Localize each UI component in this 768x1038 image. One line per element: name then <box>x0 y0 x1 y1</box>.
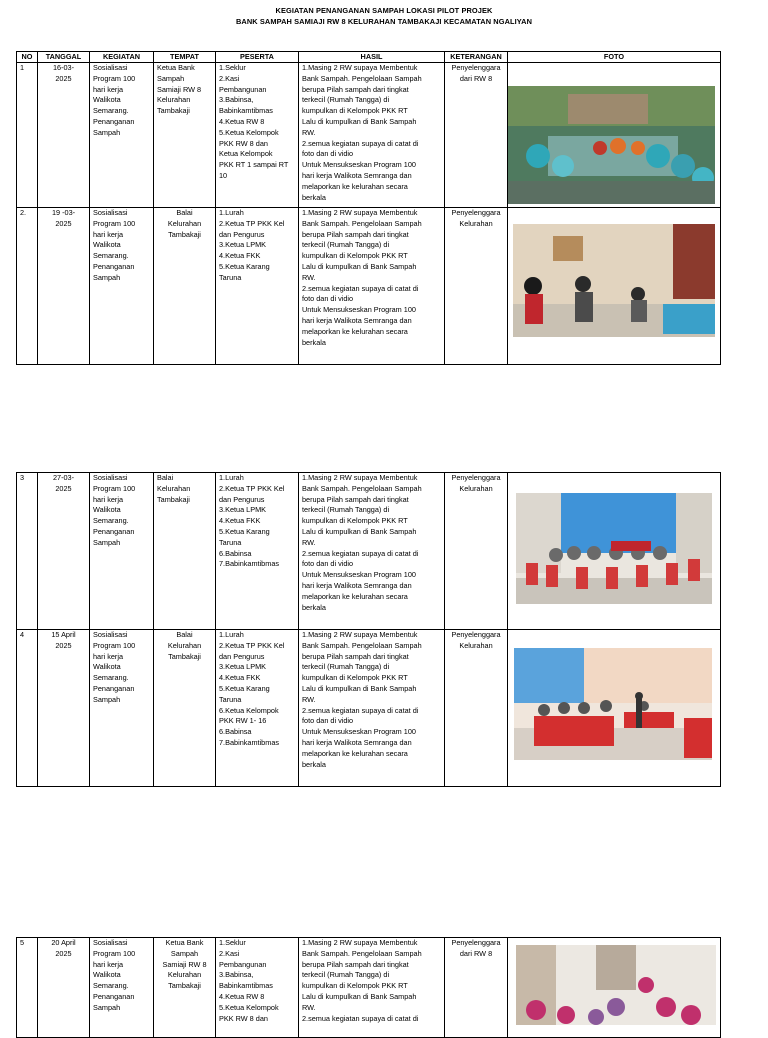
table-row <box>17 473 721 630</box>
activity-table-page-1 <box>16 51 721 365</box>
cell-keterangan: Penyelenggara Kelurahan <box>445 630 508 787</box>
header-foto: FOTO <box>508 52 721 63</box>
cell-peserta: 1.Lurah 2.Ketua TP PKK Kel dan Pengurus 3.Ketua LPMK 4.Ketua FKK 5.Ketua Karang Taruna 6.Ketua Kelompok PKK RW 1- 16 6.Babinsa 7.Babinkamtibmas <box>216 630 299 787</box>
cell-kegiatan: Sosialisasi Program 100 hari kerja Walikota Semarang. Penanganan Sampah <box>90 630 154 787</box>
table-row <box>17 63 721 208</box>
header-peserta: PESERTA <box>216 52 299 63</box>
header-no: NO <box>17 52 38 63</box>
cell-peserta: 1.Seklur 2.Kasi Pembangunan 3.Babinsa, Babinkamtibmas 4.Ketua RW 8 5.Ketua Kelompok PKK RW 8 dan Ketua Kelompok PKK RT 1 sampai RT 10 <box>216 63 299 208</box>
activity-photo-5 <box>516 945 716 1025</box>
title-line-1: KEGIATAN PENANGANAN SAMPAH LOKASI PILOT PROJEK <box>275 6 493 15</box>
title-line-2: BANK SAMPAH SAMIAJI RW 8 KELURAHAN TAMBAKAJI KECAMATAN NGALIYAN <box>235 17 533 26</box>
cell-foto <box>508 473 721 630</box>
cell-kegiatan: Sosialisasi Program 100 hari kerja Walikota Semarang. Penanganan Sampah <box>90 208 154 365</box>
cell-keterangan: Penyelenggara dari RW 8 <box>445 938 508 1038</box>
header-tanggal: TANGGAL <box>38 52 90 63</box>
activity-photo-2 <box>513 224 715 337</box>
cell-tempat: Ketua Bank Sampah Samiaji RW 8 Kelurahan Tambakaji <box>154 938 216 1038</box>
cell-hasil: 1.Masing 2 RW supaya Membentuk Bank Sampah. Pengelolaan Sampah berupa Pilah sampah dari tingkat terkecil (Rumah Tangga) di kumpulkan di Kelompok PKK RT Lalu di kumpulkan di Bank Sampah RW. 2.semua kegiatan supaya di catat di foto dan di vidio Untuk Mensukseskan Program 100 hari kerja Walikota Semranga dan melaporkan ke kelurahan secara berkala <box>299 630 445 787</box>
cell-peserta: 1.Lurah 2.Ketua TP PKK Kel dan Pengurus 3.Ketua LPMK 4.Ketua FKK 5.Ketua Karang Taruna <box>216 208 299 365</box>
header-kegiatan: KEGIATAN <box>90 52 154 63</box>
cell-tanggal: 20 April 2025 <box>38 938 90 1038</box>
cell-tempat: Ketua Bank Sampah Samiaji RW 8 Kelurahan Tambakaji <box>154 63 216 208</box>
cell-peserta: 1.Lurah 2.Ketua TP PKK Kel dan Pengurus 3.Ketua LPMK 4.Ketua FKK 5.Ketua Karang Taruna 6.Babinsa 7.Babinkamtibmas <box>216 473 299 630</box>
cell-tanggal: 16-03- 2025 <box>38 63 90 208</box>
cell-no: 5 <box>17 938 38 1038</box>
activity-table-page-2 <box>16 472 721 787</box>
cell-kegiatan: Sosialisasi Program 100 hari kerja Walikota Semarang. Penanganan Sampah <box>90 938 154 1038</box>
cell-hasil: 1.Masing 2 RW supaya Membentuk Bank Sampah. Pengelolaan Sampah berupa Pilah sampah dari tingkat terkecil (Rumah Tangga) di kumpulkan di Kelompok PKK RT Lalu di kumpulkan di Bank Sampah RW. 2.semua kegiatan supaya di catat di foto dan di vidio Untuk Mensukseskan Program 100 hari kerja Walikota Semranga dan melaporkan ke kelurahan secara berkala <box>299 208 445 365</box>
cell-foto <box>508 938 721 1038</box>
cell-tanggal: 27-03- 2025 <box>38 473 90 630</box>
cell-no: 1 <box>17 63 38 208</box>
activity-table-page-3 <box>16 937 721 1038</box>
cell-keterangan: Penyelenggara dari RW 8 <box>445 63 508 208</box>
table-row <box>17 630 721 787</box>
cell-hasil: 1.Masing 2 RW supaya Membentuk Bank Sampah. Pengelolaan Sampah berupa Pilah sampah dari tingkat terkecil (Rumah Tangga) di kumpulkan di Kelompok PKK RT Lalu di kumpulkan di Bank Sampah RW. 2.semua kegiatan supaya di catat di foto dan di vidio Untuk Mensukseskan Program 100 hari kerja Walikota Semranga dan melaporkan ke kelurahan secara berkala <box>299 63 445 208</box>
activity-photo-1 <box>508 86 715 204</box>
cell-tanggal: 15 April 2025 <box>38 630 90 787</box>
cell-foto <box>508 630 721 787</box>
cell-keterangan: Penyelenggara Kelurahan <box>445 473 508 630</box>
cell-no: 2. <box>17 208 38 365</box>
cell-hasil: 1.Masing 2 RW supaya Membentuk Bank Sampah. Pengelolaan Sampah berupa Pilah sampah dari tingkat terkecil (Rumah Tangga) di kumpulkan di Kelompok PKK RT Lalu di kumpulkan di Bank Sampah RW. 2.semua kegiatan supaya di catat di <box>299 938 445 1038</box>
cell-tempat: Balai Kelurahan Tambakaji <box>154 208 216 365</box>
table-row <box>17 938 721 1038</box>
cell-hasil: 1.Masing 2 RW supaya Membentuk Bank Sampah. Pengelolaan Sampah berupa Pilah sampah dari tingkat terkecil (Rumah Tangga) di kumpulkan di Kelompok PKK RT Lalu di kumpulkan di Bank Sampah RW. 2.semua kegiatan supaya di catat di foto dan di vidio Untuk Mensukseskan Program 100 hari kerja Walikota Semranga dan melaporkan ke kelurahan secara berkala <box>299 473 445 630</box>
cell-foto <box>508 208 721 365</box>
activity-photo-4 <box>514 648 712 760</box>
activity-photo-3 <box>516 493 712 604</box>
header-hasil: HASIL <box>299 52 445 63</box>
cell-foto <box>508 63 721 208</box>
cell-tempat: Balai Kelurahan Tambakaji <box>154 473 216 630</box>
header-tempat: TEMPAT <box>154 52 216 63</box>
cell-tanggal: 19 -03- 2025 <box>38 208 90 365</box>
header-keterangan: KETERANGAN <box>445 52 508 63</box>
cell-kegiatan: Sosialisasi Program 100 hari kerja Walikota Semarang. Penanganan Sampah <box>90 63 154 208</box>
cell-kegiatan: Sosialisasi Program 100 hari kerja Walikota Semarang. Penanganan Sampah <box>90 473 154 630</box>
table-header-row <box>17 52 721 63</box>
cell-no: 3 <box>17 473 38 630</box>
cell-no: 4 <box>17 630 38 787</box>
cell-peserta: 1.Seklur 2.Kasi Pembangunan 3.Babinsa, Babinkamtibmas 4.Ketua RW 8 5.Ketua Kelompok PKK RW 8 dan <box>216 938 299 1038</box>
cell-tempat: Balai Kelurahan Tambakaji <box>154 630 216 787</box>
table-row <box>17 208 721 365</box>
cell-keterangan: Penyelenggara Kelurahan <box>445 208 508 365</box>
